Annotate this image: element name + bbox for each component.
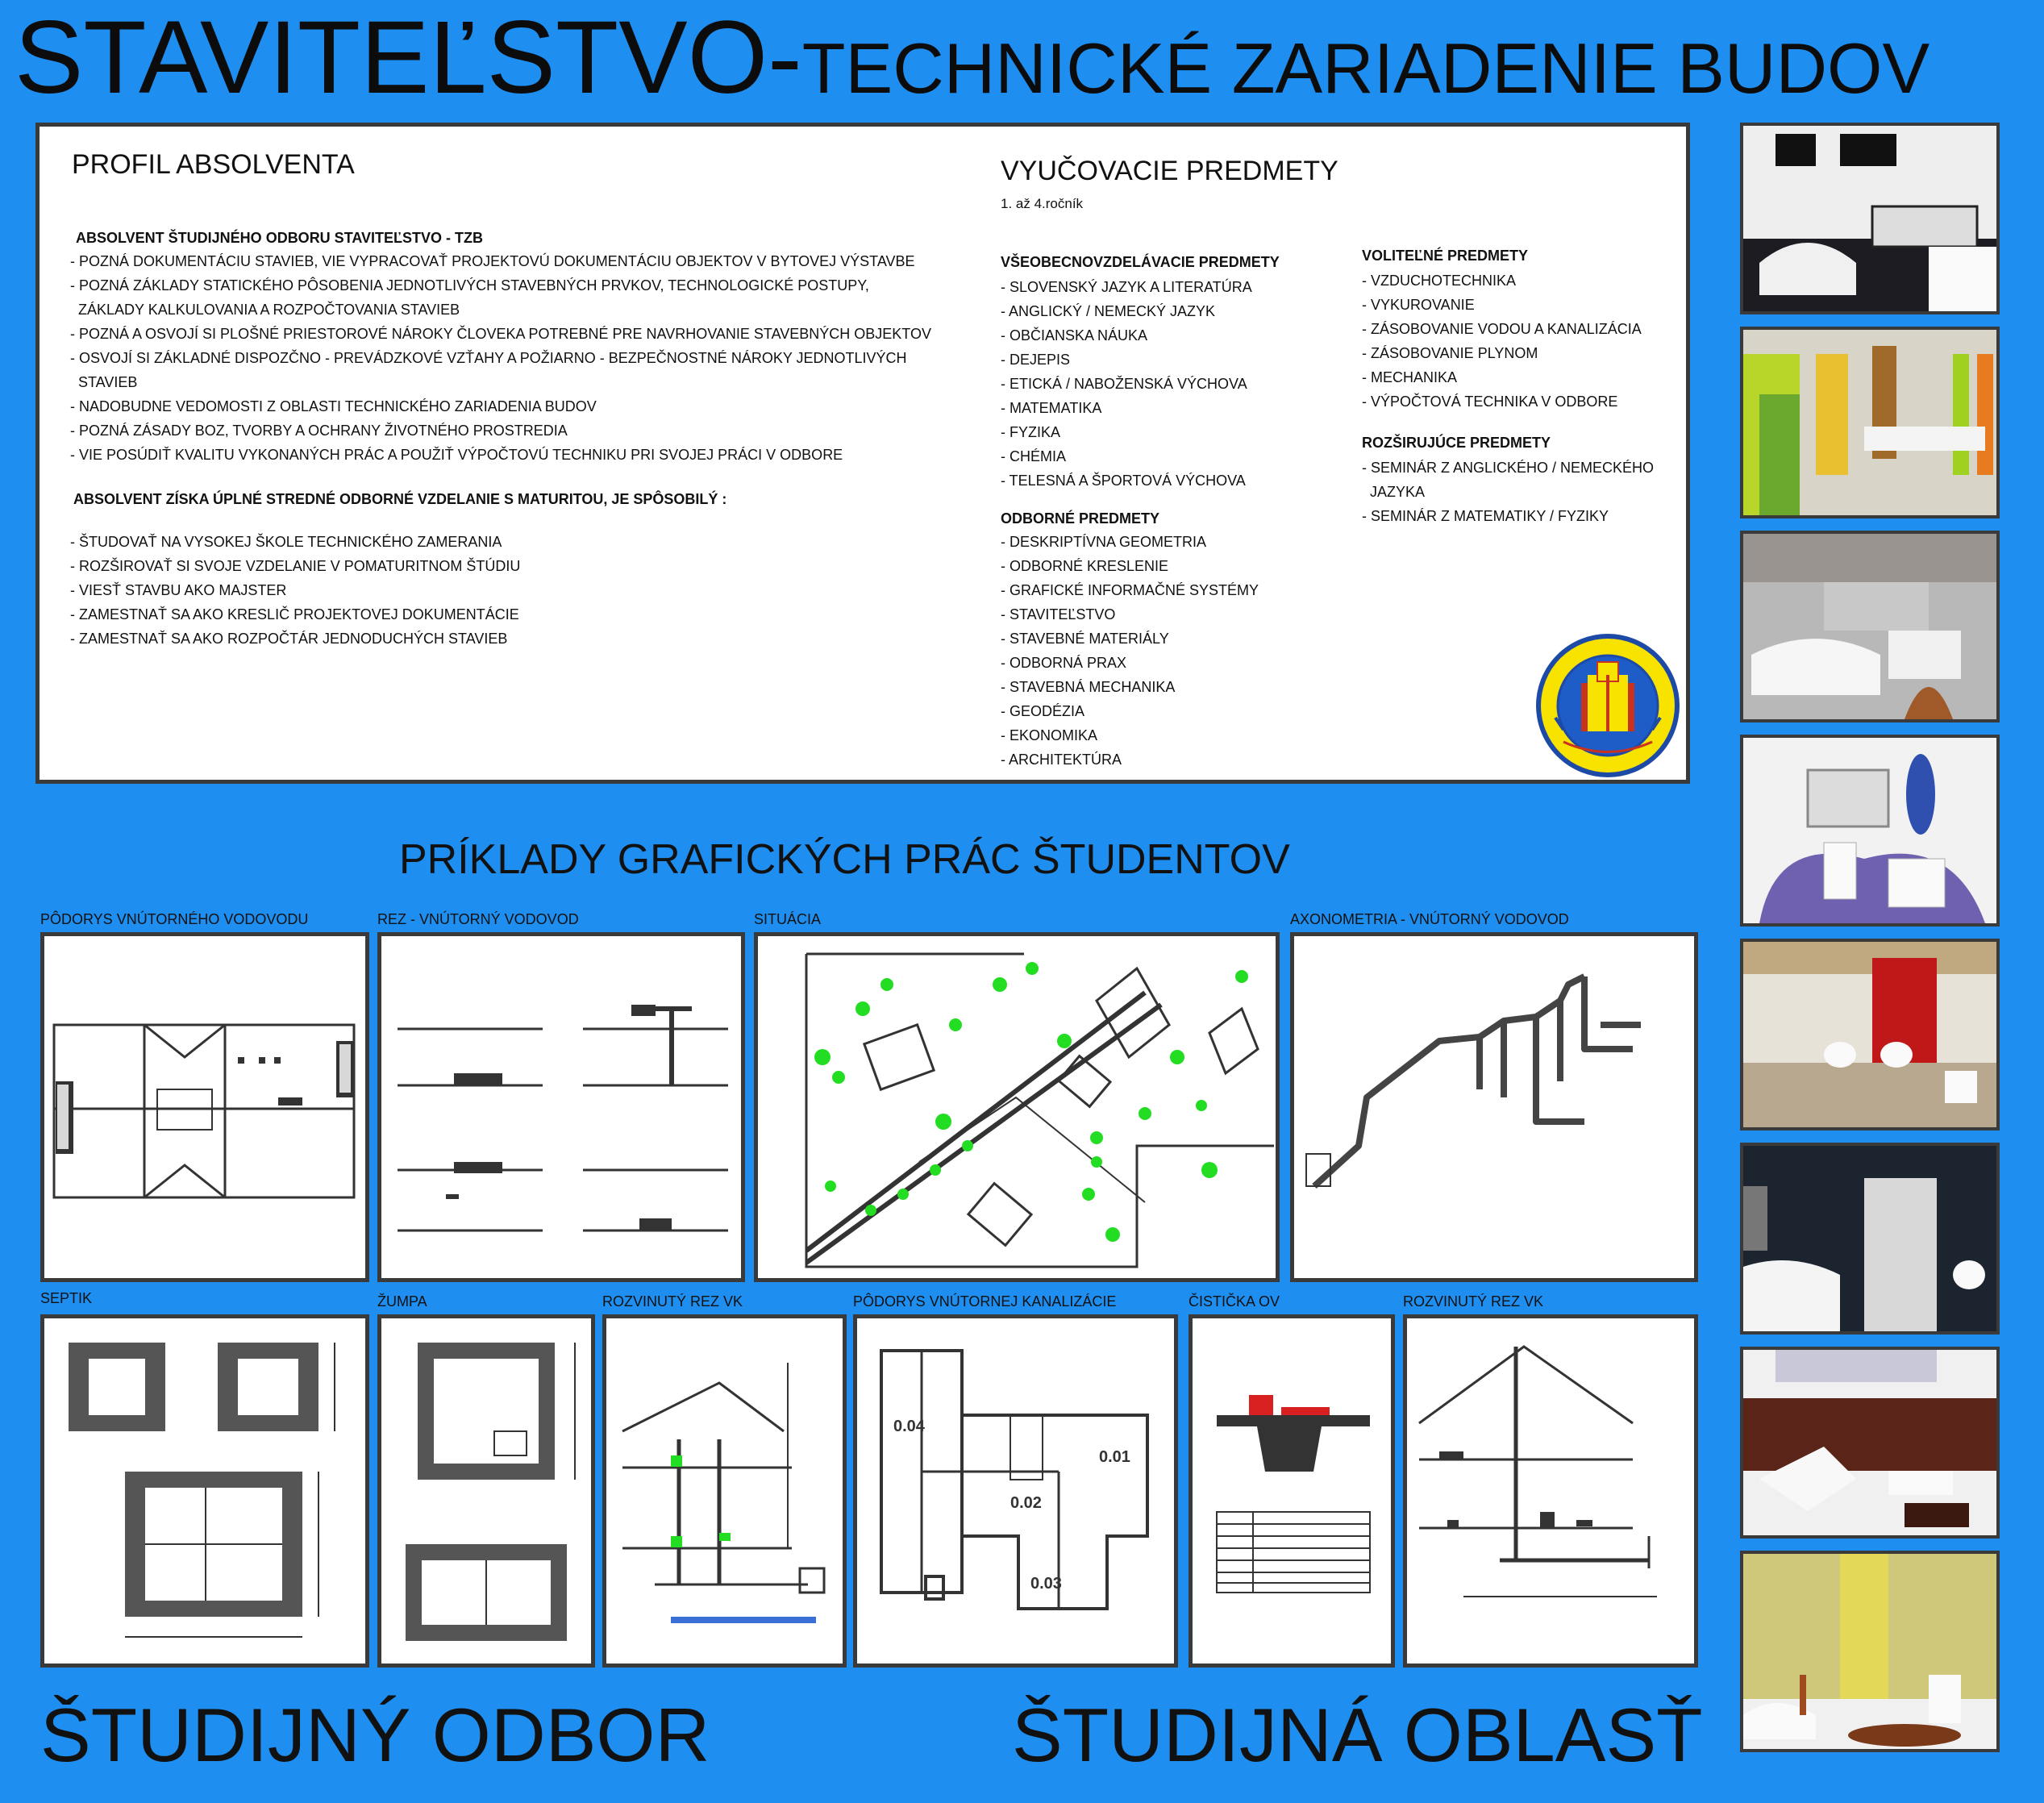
subject-item: - ODBORNÉ KRESLENIE — [1001, 558, 1169, 574]
drawing-rez-vodovod — [377, 932, 745, 1282]
profile-heading: PROFIL ABSOLVENTA — [72, 149, 355, 180]
bathroom-render-6 — [1740, 1143, 2000, 1335]
extension-heading: ROZŠIRUJÚCE PREDMETY — [1362, 435, 1551, 451]
profile-item: - VIE POSÚDIŤ KVALITU VYKONANÝCH PRÁC A POUŽIŤ VÝPOČTOVÚ TECHNIKU PRI SVOJEJ PRÁCI V ODBORE — [70, 447, 843, 463]
profile-item: ZÁKLADY KALKULOVANIA A ROZPOČTOVANIA STAVIEB — [78, 302, 460, 318]
caption-situacia: SITUÁCIA — [754, 911, 822, 927]
caption-podorys-kanalizacie: PÔDORYS VNÚTORNEJ KANALIZÁCIE — [853, 1293, 1117, 1310]
profile-subheading: ABSOLVENT ŠTUDIJNÉHO ODBORU STAVITEĽSTVO - TZB — [76, 230, 484, 246]
subject-item: - ETICKÁ / NABOŽENSKÁ VÝCHOVA — [1001, 376, 1247, 392]
elective-heading: VOLITEĽNÉ PREDMETY — [1362, 248, 1529, 264]
room-label: 0.02 — [1010, 1494, 1042, 1512]
elective-list — [1362, 269, 1642, 414]
profile-item: - NADOBUDNE VEDOMOSTI Z OBLASTI TECHNICKÉHO ZARIADENIA BUDOV — [70, 398, 597, 414]
subject-item: - TELESNÁ A ŠPORTOVÁ VÝCHOVA — [1001, 473, 1246, 489]
footer-study-program: ŠTUDIJNÝ ODBOR — [40, 1693, 710, 1777]
subject-item: - VÝPOČTOVÁ TECHNIKA V ODBORE — [1362, 393, 1618, 410]
drawing-situacia — [754, 932, 1280, 1282]
subject-item: - OBČIANSKA NÁUKA — [1001, 327, 1148, 344]
profile-item: - POZNÁ DOKUMENTÁCIU STAVIEB, VIE VYPRACOVAŤ PROJEKTOVÚ DOKUMENTÁCIU OBJEKTOV V BYTOVEJ VÝSTAVBE — [70, 253, 915, 269]
subject-item: - GEODÉZIA — [1001, 703, 1085, 719]
title-part1: STAVITEĽSTVO- — [15, 0, 802, 115]
subject-item: - STAVITEĽSTVO — [1001, 606, 1116, 623]
profile-item: STAVIEB — [78, 374, 138, 390]
footer-study-area: ŠTUDIJNÁ OBLASŤ — [1012, 1693, 1703, 1777]
abilities-list — [70, 530, 520, 651]
ability-item: - VIESŤ STAVBU AKO MAJSTER — [70, 582, 287, 598]
title-part2: TECHNICKÉ ZARIADENIE BUDOV — [801, 28, 1930, 108]
subject-item: - SEMINÁR Z MATEMATIKY / FYZIKY — [1362, 508, 1609, 524]
bathroom-render-2 — [1740, 327, 2000, 518]
profile-item: - OSVOJÍ SI ZÁKLADNÉ DISPOZČNO - PREVÁDZKOVÉ VZŤAHY A POŽIARNO - BEZPEČNOSTNÉ NÁROKY JEDNOTLIVÝCH — [70, 350, 907, 366]
drawing-rozvinuty-rez-1 — [602, 1314, 847, 1668]
ability-item: - ROZŠIROVAŤ SI SVOJE VZDELANIE V POMATURITNOM ŠTÚDIU — [70, 558, 521, 574]
caption-rozvinuty-rez-2: ROZVINUTÝ REZ VK — [1403, 1293, 1544, 1310]
caption-cisticka: ČISTIČKA OV — [1189, 1293, 1280, 1310]
profile-item: - POZNÁ ZÁSADY BOZ, TVORBY A OCHRANY ŽIVOTNÉHO PROSTREDIA — [70, 423, 568, 439]
extension-list — [1362, 456, 1654, 528]
general-heading: VŠEOBECNOVZDELÁVACIE PREDMETY — [1001, 254, 1280, 270]
subject-item: - ODBORNÁ PRAX — [1001, 655, 1127, 671]
subject-item: - ZÁSOBOVANIE PLYNOM — [1362, 345, 1538, 361]
caption-septik: SEPTIK — [40, 1290, 93, 1306]
subject-item: - GRAFICKÉ INFORMAČNÉ SYSTÉMY — [1001, 582, 1259, 598]
subject-item: - ANGLICKÝ / NEMECKÝ JAZYK — [1001, 303, 1216, 319]
subject-item: - FYZIKA — [1001, 424, 1061, 440]
subject-item: - SLOVENSKÝ JAZYK A LITERATÚRA — [1001, 279, 1252, 295]
profile-card — [35, 123, 1690, 784]
graduate-heading: ABSOLVENT ZÍSKA ÚPLNÉ STREDNÉ ODBORNÉ VZDELANIE S MATURITOU, JE SPÔSOBILÝ : — [73, 491, 727, 507]
bathroom-render-7 — [1740, 1347, 2000, 1539]
subject-item: - VYKUROVANIE — [1362, 297, 1475, 313]
subjects-heading: VYUČOVACIE PREDMETY — [1001, 156, 1338, 186]
room-label: 0.01 — [1099, 1448, 1130, 1466]
bathroom-render-8 — [1740, 1551, 2000, 1752]
general-list — [1001, 275, 1252, 493]
profile-list — [70, 249, 931, 467]
subject-item: - STAVEBNÁ MECHANIKA — [1001, 679, 1176, 695]
ability-item: - ZAMESTNAŤ SA AKO KRESLIČ PROJEKTOVEJ DOKUMENTÁCIE — [70, 606, 519, 623]
bathroom-render-4 — [1740, 735, 2000, 926]
subject-item: - SEMINÁR Z ANGLICKÉHO / NEMECKÉHO — [1362, 460, 1655, 476]
subject-item: - DESKRIPTÍVNA GEOMETRIA — [1001, 534, 1207, 550]
subject-item: - DEJEPIS — [1001, 352, 1071, 368]
ability-item: - ŠTUDOVAŤ NA VYSOKEJ ŠKOLE TECHNICKÉHO ZAMERANIA — [70, 534, 502, 550]
caption-podorys-vodovodu: PÔDORYS VNÚTORNÉHO VODOVODU — [40, 911, 309, 927]
page-title — [15, 0, 1930, 115]
drawing-axonometria — [1290, 932, 1698, 1282]
subject-item: - STAVEBNÉ MATERIÁLY — [1001, 631, 1169, 647]
school-logo — [1531, 633, 1684, 778]
ability-item: - ZAMESTNAŤ SA AKO ROZPOČTÁR JEDNODUCHÝCH STAVIEB — [70, 631, 508, 647]
drawing-rozvinuty-rez-2 — [1403, 1314, 1698, 1668]
subject-item: - MECHANIKA — [1362, 369, 1458, 385]
profile-item: - POZNÁ A OSVOJÍ SI PLOŠNÉ PRIESTOROVÉ NÁROKY ČLOVEKA POTREBNÉ PRE NAVRHOVANIE STAVEBNÝCH OBJEKTOV — [70, 326, 931, 342]
drawing-septik — [40, 1314, 369, 1668]
subject-item: - EKONOMIKA — [1001, 727, 1098, 743]
drawing-cisticka — [1189, 1314, 1395, 1668]
caption-rozvinuty-rez-1: ROZVINUTÝ REZ VK — [602, 1293, 743, 1310]
caption-zumpa: ŽUMPA — [377, 1293, 427, 1310]
subject-item: - CHÉMIA — [1001, 448, 1066, 464]
drawing-podorys-vodovodu — [40, 932, 369, 1282]
bathroom-render-5 — [1740, 939, 2000, 1131]
bathroom-render-3 — [1740, 531, 2000, 722]
caption-axonometria: AXONOMETRIA - VNÚTORNÝ VODOVOD — [1290, 911, 1569, 927]
room-label: 0.03 — [1030, 1575, 1062, 1593]
subject-item: - MATEMATIKA — [1001, 400, 1102, 416]
drawing-podorys-kanalizacie — [853, 1314, 1178, 1668]
subject-item: - ZÁSOBOVANIE VODOU A KANALIZÁCIA — [1362, 321, 1642, 337]
subject-item: - VZDUCHOTECHNIKA — [1362, 273, 1517, 289]
works-heading: PRÍKLADY GRAFICKÝCH PRÁC ŠTUDENTOV — [399, 836, 1290, 883]
bathroom-render-1 — [1740, 123, 2000, 314]
subject-item: - ARCHITEKTÚRA — [1001, 752, 1122, 768]
room-label: 0.04 — [893, 1418, 925, 1435]
professional-list — [1001, 530, 1259, 772]
subject-item: JAZYKA — [1370, 484, 1426, 500]
drawing-zumpa — [377, 1314, 595, 1668]
professional-heading: ODBORNÉ PREDMETY — [1001, 510, 1160, 527]
caption-rez-vodovod: REZ - VNÚTORNÝ VODOVOD — [377, 911, 579, 927]
subjects-years: 1. až 4.ročník — [1001, 196, 1084, 211]
profile-item: - POZNÁ ZÁKLADY STATICKÉHO PÔSOBENIA JEDNOTLIVÝCH STAVEBNÝCH PRVKOV, TECHNOLOGICKÉ POSTUPY, — [70, 277, 869, 294]
